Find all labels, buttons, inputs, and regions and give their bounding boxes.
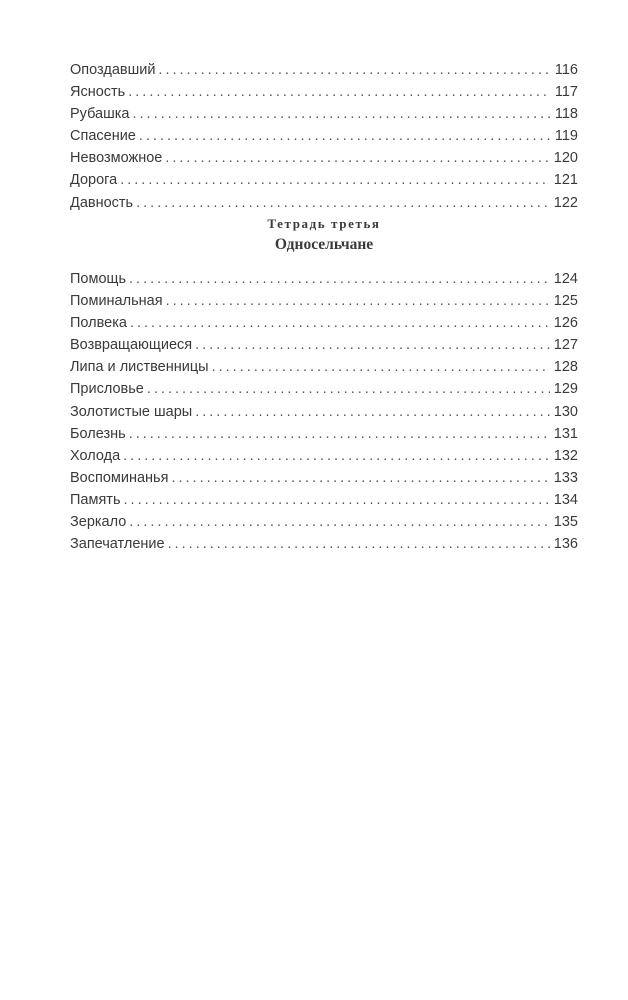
toc-entry-title: Полвека xyxy=(70,315,127,332)
toc-entry-page: 126 xyxy=(553,315,578,332)
toc-entry xyxy=(70,169,578,191)
toc-entry xyxy=(70,125,578,147)
toc-entry-page: 127 xyxy=(553,337,578,354)
toc-entry-title: Липа и лиственницы xyxy=(70,359,209,376)
toc-entry xyxy=(70,423,578,445)
toc-entry-page: 130 xyxy=(553,403,578,420)
section-heading xyxy=(70,214,578,256)
toc-entry xyxy=(70,489,578,511)
toc-entry-title: Холода xyxy=(70,447,121,464)
toc-dot-leader xyxy=(123,445,550,467)
toc-entry-title: Золотистые шары xyxy=(70,403,193,420)
toc-dot-leader xyxy=(130,312,550,334)
toc-dot-leader xyxy=(129,423,550,445)
toc-entry-page: 134 xyxy=(553,491,578,508)
toc-entry xyxy=(70,511,578,533)
toc-list-part-1 xyxy=(70,59,578,214)
toc-entry xyxy=(70,334,578,356)
toc-dot-leader xyxy=(158,59,550,81)
toc-dot-leader xyxy=(147,378,550,400)
toc-entry-page: 131 xyxy=(553,425,578,442)
toc-entry-page: 117 xyxy=(554,84,578,101)
toc-entry xyxy=(70,445,578,467)
toc-entry-title: Ясность xyxy=(70,84,126,101)
toc-entry xyxy=(70,147,578,169)
toc-entry-title: Возвращающиеся xyxy=(70,337,193,354)
toc-entry-page: 136 xyxy=(553,536,578,553)
toc-entry xyxy=(70,81,578,103)
toc-dot-leader xyxy=(168,533,550,555)
toc-entry-page: 132 xyxy=(553,447,578,464)
toc-entry-page: 135 xyxy=(553,514,578,531)
toc-entry-title: Спасение xyxy=(70,128,136,145)
toc-entry-title: Дорога xyxy=(70,172,118,189)
toc-entry-title: Присловье xyxy=(70,381,144,398)
section-label: Тетрадь третья xyxy=(267,216,381,231)
toc-dot-leader xyxy=(124,489,550,511)
toc-entry-title: Память xyxy=(70,491,121,508)
toc-entry xyxy=(70,290,578,312)
toc-entry-page: 121 xyxy=(553,172,578,189)
toc-entry-title: Рубашка xyxy=(70,106,130,123)
toc-entry-title: Запечатление xyxy=(70,536,165,553)
toc-entry-page: 119 xyxy=(554,128,578,145)
toc-entry-title: Опоздавший xyxy=(70,62,156,78)
toc-dot-leader xyxy=(129,268,550,290)
toc-entry xyxy=(70,312,578,334)
toc-dot-leader xyxy=(195,334,550,356)
toc-dot-leader xyxy=(132,103,550,125)
toc-entry xyxy=(70,103,578,125)
toc-dot-leader xyxy=(120,169,550,191)
toc-entry-title: Помощь xyxy=(70,271,127,287)
toc-dot-leader xyxy=(139,125,551,147)
toc-entry xyxy=(70,59,578,81)
toc-entry-page: 120 xyxy=(553,150,578,167)
toc-entry-page: 118 xyxy=(554,106,578,123)
toc-entry xyxy=(70,192,578,214)
toc-entry-title: Поминальная xyxy=(70,293,163,310)
toc-entry-page: 125 xyxy=(553,293,578,310)
toc-dot-leader xyxy=(136,192,550,214)
toc-entry-title: Болезнь xyxy=(70,425,126,442)
toc-entry xyxy=(70,378,578,400)
toc-entry-page: 129 xyxy=(553,381,578,398)
toc-entry-page: 122 xyxy=(553,194,578,211)
toc-entry-page: 116 xyxy=(554,62,578,78)
toc-entry-page: 128 xyxy=(553,359,578,376)
toc-dot-leader xyxy=(195,401,550,423)
toc-list-part-2 xyxy=(70,268,578,555)
toc-entry xyxy=(70,401,578,423)
toc-dot-leader xyxy=(166,290,550,312)
toc-entry xyxy=(70,533,578,555)
toc-dot-leader xyxy=(129,511,549,533)
toc-entry-title: Невозможное xyxy=(70,150,163,167)
toc-dot-leader xyxy=(128,81,551,103)
toc-entry xyxy=(70,268,578,290)
toc-entry-page: 124 xyxy=(553,271,578,287)
toc-entry xyxy=(70,467,578,489)
toc-dot-leader xyxy=(165,147,549,169)
toc-entry xyxy=(70,356,578,378)
toc-entry-title: Давность xyxy=(70,194,134,211)
toc-entry-page: 133 xyxy=(553,469,578,486)
toc-dot-leader xyxy=(212,356,550,378)
section-title: Односельчане xyxy=(274,236,374,253)
toc-entry-title: Воспоминанья xyxy=(70,469,169,486)
toc-dot-leader xyxy=(171,467,549,489)
toc-entry-title: Зеркало xyxy=(70,514,127,531)
